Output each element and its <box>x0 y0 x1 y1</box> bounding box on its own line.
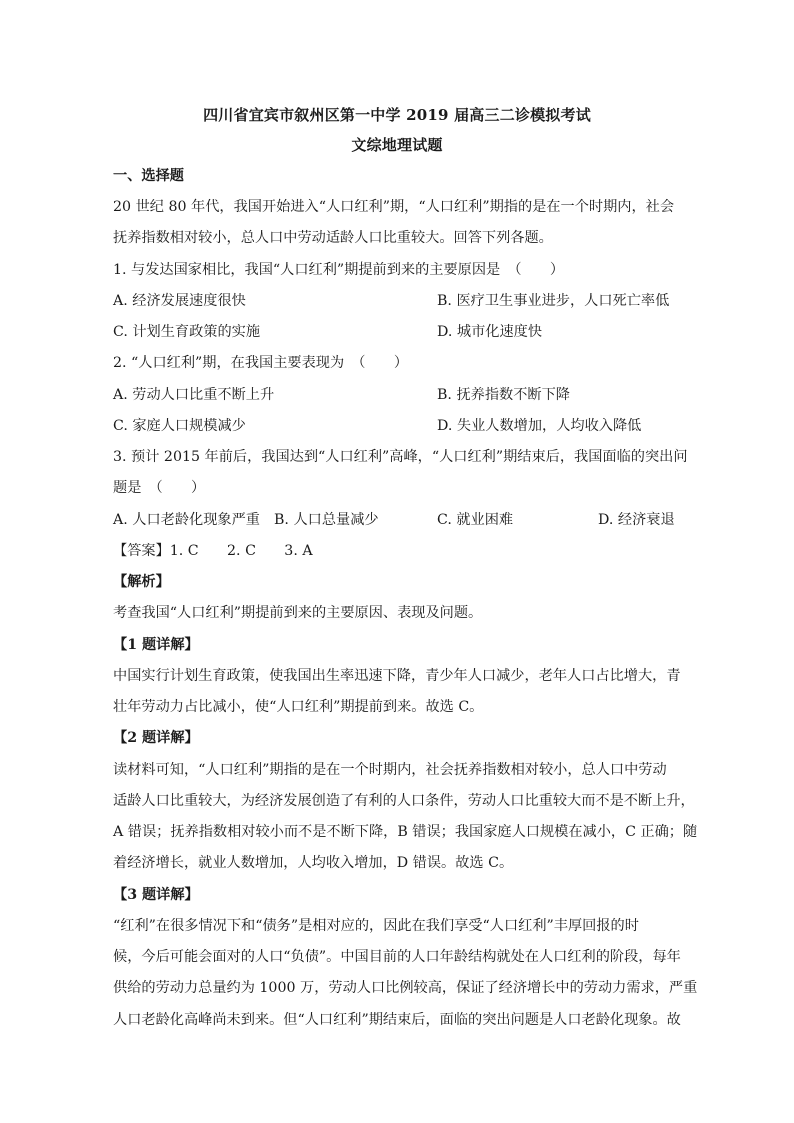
detail-3-line: 供给的劳动力总量约为 1000 万，劳动人口比例较高，保证了经济增长中的劳动力需求，严重 <box>113 980 698 996</box>
detail-2-line: 着经济增长，就业人数增加，人均收入增加，D 错误。故选 C。 <box>113 855 514 871</box>
stem-line: 20 世纪 80 年代，我国开始进入“人口红利”期，“人口红利”期指的是在一个时期内，社会 <box>113 199 675 215</box>
q2-option-a: A. 劳动人口比重不断上升 <box>113 387 275 403</box>
detail-2-line: A 错误；抚养指数相对较小而不是不断下降，B 错误；我国家庭人口规模在减小，C 正确；随 <box>113 824 698 840</box>
question-3: 3. 预计 2015 年前后，我国达到“人口红利”高峰，“人口红利”期结束后，我国面临的突出问 <box>113 449 688 465</box>
detail-3-line: 人口老龄化高峰尚未到来。但“人口红利”期结束后，面临的突出问题是人口老龄化现象。故 <box>113 1012 681 1028</box>
analysis-text: 考查我国“人口红利”期提前到来的主要原因、表现及问题。 <box>113 605 483 621</box>
stem-line: 抚养指数相对较小，总人口中劳动适龄人口比重较大。回答下列各题。 <box>113 230 553 246</box>
detail-1-line: 中国实行计划生育政策，使我国出生率迅速下降，青少年人口减少，老年人口占比增大，青 <box>113 668 681 684</box>
question-3-cont: 题是 （ ） <box>113 480 206 496</box>
detail-3-line: “红利”在很多情况下和“债务”是相对应的，因此在我们享受“人口红利”丰厚回报的时 <box>113 918 639 934</box>
q2-option-c: C. 家庭人口规模减少 <box>113 418 246 434</box>
detail-1-line: 壮年劳动力占比减小，使“人口红利”期提前到来。故选 C。 <box>113 699 484 715</box>
detail-2-line: 读材料可知，“人口红利”期指的是在一个时期内，社会抚养指数相对较小，总人口中劳动 <box>113 762 667 778</box>
q1-option-b: B. 医疗卫生事业进步，人口死亡率低 <box>437 293 670 309</box>
q1-option-a: A. 经济发展速度很快 <box>113 293 246 309</box>
question-2: 2. “人口红利”期，在我国主要表现为 （ ） <box>113 355 409 371</box>
detail-1-label: 【1 题详解】 <box>113 637 199 653</box>
detail-3-line: 候，今后可能会面对的人口“负债”。中国目前的人口年龄结构就处在人口红利的阶段，每年 <box>113 949 681 965</box>
document-title: 四川省宜宾市叙州区第一中学 2019 届高三二诊模拟考试 <box>203 106 591 124</box>
answer-line: 【答案】1. C 2. C 3. A <box>113 543 313 559</box>
q3-option-b: B. 人口总量减少 <box>274 512 379 528</box>
q2-option-b: B. 抚养指数不断下降 <box>437 387 570 403</box>
q1-option-d: D. 城市化速度快 <box>437 324 543 340</box>
document-subtitle: 文综地理试题 <box>351 136 443 154</box>
analysis-label: 【解析】 <box>113 574 170 590</box>
section-heading: 一、选择题 <box>113 168 184 184</box>
q3-option-c: C. 就业困难 <box>437 512 514 528</box>
q1-option-c: C. 计划生育政策的实施 <box>113 324 261 340</box>
detail-3-label: 【3 题详解】 <box>113 887 199 903</box>
detail-2-label: 【2 题详解】 <box>113 730 199 746</box>
question-1: 1. 与发达国家相比，我国“人口红利”期提前到来的主要原因是 （ ） <box>113 262 565 278</box>
q2-option-d: D. 失业人数增加，人均收入降低 <box>437 418 642 434</box>
q3-option-d: D. 经济衰退 <box>598 512 675 528</box>
detail-2-line: 适龄人口比重较大，为经济发展创造了有利的人口条件，劳动人口比重较大而不是不断上升， <box>113 793 695 809</box>
q3-option-a: A. 人口老龄化现象严重 <box>113 512 260 528</box>
